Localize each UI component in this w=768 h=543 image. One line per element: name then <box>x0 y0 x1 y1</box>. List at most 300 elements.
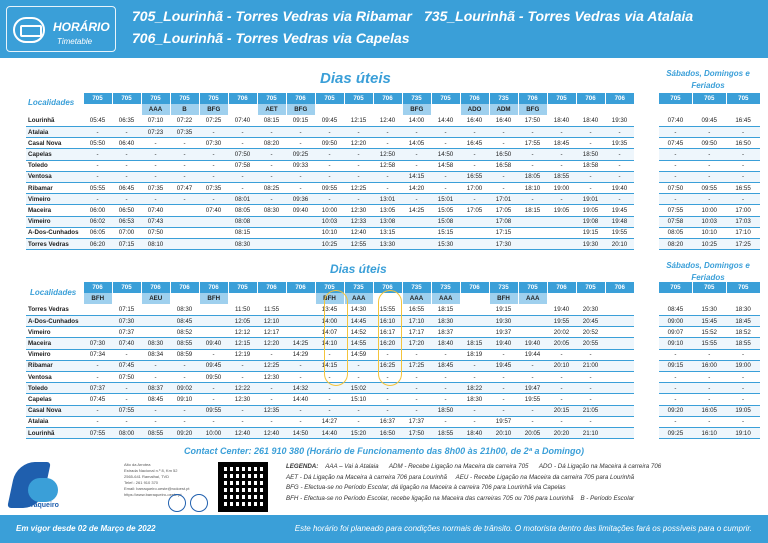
route-number: 705 <box>659 282 693 293</box>
time-cell: 08:30 <box>228 238 257 249</box>
time-cell: 16:45 <box>460 138 489 149</box>
time-cell: 09:40 <box>286 205 315 216</box>
table-row <box>26 127 634 138</box>
time-cell: - <box>726 416 760 427</box>
time-cell: - <box>315 149 344 160</box>
time-cell: - <box>141 194 170 205</box>
time-cell: 14:15 <box>402 171 431 182</box>
time-cell: 05:55 <box>83 183 112 194</box>
time-cell: 09:40 <box>199 338 228 349</box>
time-cell: 15:15 <box>431 227 460 238</box>
time-cell: 18:45 <box>726 316 760 327</box>
time-cell: - <box>692 171 726 182</box>
time-cell: 06:20 <box>83 238 112 249</box>
time-cell: 19:15 <box>489 304 518 315</box>
time-cell <box>286 238 315 249</box>
table-row <box>26 194 634 205</box>
time-cell: 16:20 <box>373 338 402 349</box>
time-cell: - <box>286 171 315 182</box>
time-cell: 07:58 <box>228 160 257 171</box>
route-number: 705 <box>315 93 344 104</box>
time-cell: 18:58 <box>576 160 605 171</box>
stop-name: Capelas <box>26 394 83 405</box>
route-number: 705 <box>315 282 344 293</box>
time-cell: - <box>141 160 170 171</box>
time-cell: 17:25 <box>402 360 431 371</box>
company-contact <box>124 462 189 498</box>
table-row <box>26 183 634 194</box>
route-number: 735 <box>489 282 518 293</box>
time-cell: - <box>228 138 257 149</box>
time-cell <box>460 227 489 238</box>
time-cell: 19:08 <box>576 216 605 227</box>
time-cell: - <box>344 127 373 138</box>
time-cell <box>286 216 315 227</box>
time-cell: 18:37 <box>431 327 460 338</box>
time-cell: - <box>489 183 518 194</box>
time-cell <box>199 304 228 315</box>
time-cell: 06:50 <box>112 205 141 216</box>
time-cell: 15:55 <box>373 304 402 315</box>
time-cell: - <box>112 416 141 427</box>
time-cell: - <box>692 394 726 405</box>
table-row <box>659 316 761 327</box>
time-cell: - <box>228 405 257 416</box>
time-cell: - <box>518 360 547 371</box>
service-code <box>315 104 344 115</box>
time-cell: - <box>431 349 460 360</box>
time-cell: - <box>373 127 402 138</box>
time-cell <box>83 316 112 327</box>
time-cell: - <box>315 405 344 416</box>
time-cell: 15:52 <box>692 327 726 338</box>
route-number: 706 <box>257 282 286 293</box>
legend-item: ADM - Recebe Ligação na Maceira da carreira 705 <box>388 463 529 470</box>
time-cell: - <box>659 149 693 160</box>
time-cell: - <box>228 360 257 371</box>
time-cell: - <box>431 171 460 182</box>
stop-name: Vimeiro <box>26 194 83 205</box>
table-row <box>659 227 761 238</box>
time-cell: 17:55 <box>518 138 547 149</box>
time-cell: - <box>344 372 373 383</box>
time-cell: - <box>112 194 141 205</box>
service-code <box>605 293 634 304</box>
time-cell: - <box>460 416 489 427</box>
time-cell: 07:45 <box>83 394 112 405</box>
time-cell <box>170 205 199 216</box>
time-cell: 16:55 <box>726 183 760 194</box>
time-cell: - <box>547 149 576 160</box>
time-cell: 12:40 <box>373 115 402 126</box>
route-number: 706 <box>83 282 112 293</box>
table-row <box>26 138 634 149</box>
time-cell: 18:55 <box>547 171 576 182</box>
time-cell <box>605 316 634 327</box>
highlight-oval-2 <box>378 290 402 386</box>
route-number: 705 <box>141 93 170 104</box>
time-cell: - <box>315 349 344 360</box>
time-cell: - <box>170 405 199 416</box>
time-cell: - <box>402 149 431 160</box>
route-number: 706 <box>373 282 402 293</box>
time-cell: 19:40 <box>547 304 576 315</box>
stop-name: Casal Nova <box>26 405 83 416</box>
contact-center: Contact Center: 261 910 380 (Horário de Funcionamento das 8h00 às 21h00, de 2ª a Domingo) <box>184 446 584 456</box>
time-cell: - <box>170 194 199 205</box>
time-cell: 08:08 <box>228 216 257 227</box>
time-cell: 19:05 <box>547 205 576 216</box>
time-cell: - <box>692 160 726 171</box>
weekdays-title-1: Dias úteis <box>320 70 391 87</box>
time-cell: 21:05 <box>576 405 605 416</box>
time-cell: 07:15 <box>112 304 141 315</box>
time-cell: 08:34 <box>141 349 170 360</box>
table-row <box>659 205 761 216</box>
time-cell: 10:10 <box>315 227 344 238</box>
time-cell: - <box>141 138 170 149</box>
time-cell: 10:25 <box>692 238 726 249</box>
time-cell: - <box>726 372 760 383</box>
time-cell: - <box>141 416 170 427</box>
table-row <box>26 205 634 216</box>
route-number: 735 <box>344 282 373 293</box>
time-cell <box>460 316 489 327</box>
time-cell <box>460 238 489 249</box>
time-cell: - <box>170 138 199 149</box>
weekend-table-outbound <box>658 93 760 250</box>
localidades-label-2: Localidades <box>30 288 77 297</box>
service-code <box>170 293 199 304</box>
time-cell: 11:55 <box>257 304 286 315</box>
time-cell: - <box>576 349 605 360</box>
time-cell: - <box>518 160 547 171</box>
route-number: 706 <box>576 93 605 104</box>
time-cell: 12:33 <box>344 216 373 227</box>
time-cell: 06:45 <box>112 183 141 194</box>
stop-name: Vimeiro <box>26 216 83 227</box>
legend-item: BFG - Efectua-se no Período Escolar, dá ligação na Maceira à carreira 706 para Lourinhã via Capelas <box>286 484 566 491</box>
stop-name: Toledo <box>26 383 83 394</box>
time-cell: 07:55 <box>659 205 693 216</box>
time-cell: 12:20 <box>257 338 286 349</box>
time-cell: 13:01 <box>373 194 402 205</box>
qr-code[interactable] <box>218 462 268 512</box>
stop-name: Capelas <box>26 149 83 160</box>
time-cell: - <box>659 383 693 394</box>
time-cell <box>605 383 634 394</box>
time-cell: 08:45 <box>141 394 170 405</box>
time-cell: 09:10 <box>170 394 199 405</box>
time-cell: - <box>402 372 431 383</box>
time-cell: - <box>402 405 431 416</box>
service-code: BFG <box>402 104 431 115</box>
time-cell: - <box>576 138 605 149</box>
time-cell: - <box>489 372 518 383</box>
time-cell: 12:30 <box>344 205 373 216</box>
time-cell: 14:52 <box>344 327 373 338</box>
table-row <box>26 405 634 416</box>
time-cell: 17:08 <box>489 216 518 227</box>
time-cell: 07:45 <box>659 138 693 149</box>
time-cell: 09:10 <box>659 338 693 349</box>
time-cell <box>286 227 315 238</box>
contact-line: Email: barraqueiro.oeste@rodoest.pt <box>124 486 190 491</box>
time-cell: 08:55 <box>170 338 199 349</box>
time-cell: 12:15 <box>228 338 257 349</box>
time-cell: 16:05 <box>692 405 726 416</box>
time-cell <box>402 238 431 249</box>
legend-title: LEGENDA: <box>286 463 319 470</box>
time-cell: - <box>344 160 373 171</box>
time-cell: 16:50 <box>489 149 518 160</box>
time-cell: 13:30 <box>373 238 402 249</box>
time-cell: 18:45 <box>547 138 576 149</box>
time-cell: 16:25 <box>373 360 402 371</box>
time-cell: 14:00 <box>402 115 431 126</box>
time-cell: 21:10 <box>576 427 605 438</box>
time-cell: - <box>431 383 460 394</box>
time-cell: 18:15 <box>460 338 489 349</box>
time-cell: - <box>576 372 605 383</box>
time-cell <box>605 360 634 371</box>
time-cell: 20:20 <box>547 427 576 438</box>
time-cell: - <box>286 405 315 416</box>
time-cell: - <box>141 149 170 160</box>
service-code: AAA <box>344 293 373 304</box>
time-cell: 07:45 <box>112 360 141 371</box>
time-cell: 19:37 <box>489 327 518 338</box>
time-cell: - <box>344 194 373 205</box>
stop-name: Atalaia <box>26 416 83 427</box>
table-row <box>659 327 761 338</box>
time-cell: 15:55 <box>692 338 726 349</box>
time-cell <box>83 327 112 338</box>
time-cell: - <box>431 372 460 383</box>
time-cell: 17:00 <box>460 183 489 194</box>
time-cell: - <box>659 194 693 205</box>
time-cell: - <box>170 149 199 160</box>
time-cell <box>199 216 228 227</box>
time-cell: 17:05 <box>460 205 489 216</box>
time-cell: - <box>83 372 112 383</box>
time-cell: 06:53 <box>112 216 141 227</box>
time-cell: - <box>605 127 634 138</box>
time-cell: - <box>141 171 170 182</box>
time-cell: 12:35 <box>257 405 286 416</box>
certification-seal-icon <box>190 494 208 512</box>
disclaimer: Este horário foi planeado para condições normais de trânsito. O motorista dentro das limitações fará os possíveis para o cumprir. <box>294 524 752 533</box>
time-cell <box>518 238 547 249</box>
time-cell <box>518 216 547 227</box>
time-cell: 07:37 <box>112 327 141 338</box>
header-bar <box>0 0 768 58</box>
time-cell: 09:07 <box>659 327 693 338</box>
time-cell: 14:40 <box>315 427 344 438</box>
route-number: 706 <box>460 282 489 293</box>
service-code: AEU <box>141 293 170 304</box>
time-cell: - <box>576 183 605 194</box>
time-cell: 07:34 <box>83 349 112 360</box>
legend-item: BFH - Efectua-se no Período Escolar, recebe ligação na Maceira das carreiras 705 ou 706 para Lourinhã <box>286 494 574 502</box>
time-cell: - <box>460 160 489 171</box>
table-row <box>659 183 761 194</box>
time-cell: - <box>547 416 576 427</box>
logo-text: barraqueiro <box>20 502 59 509</box>
time-cell: 13:08 <box>373 216 402 227</box>
table-row <box>26 227 634 238</box>
time-cell: - <box>344 149 373 160</box>
time-cell: - <box>460 405 489 416</box>
time-cell: 17:15 <box>489 227 518 238</box>
stop-name: Toledo <box>26 160 83 171</box>
time-cell: - <box>547 127 576 138</box>
table-row <box>659 216 761 227</box>
time-cell: - <box>257 127 286 138</box>
service-code <box>257 293 286 304</box>
time-cell: - <box>431 138 460 149</box>
time-cell: 16:55 <box>402 304 431 315</box>
stop-name: Torres Vedras <box>26 304 83 315</box>
time-cell: 07:40 <box>199 205 228 216</box>
time-cell: - <box>659 127 693 138</box>
time-cell: 19:55 <box>518 394 547 405</box>
route-number: 706 <box>605 93 634 104</box>
time-cell: 10:03 <box>692 216 726 227</box>
service-code: AAA <box>518 293 547 304</box>
time-cell: 12:17 <box>257 327 286 338</box>
time-cell: - <box>373 183 402 194</box>
time-cell: 07:40 <box>659 115 693 126</box>
time-cell: - <box>344 171 373 182</box>
time-cell: 19:55 <box>547 316 576 327</box>
time-cell: - <box>726 127 760 138</box>
service-code: ADM <box>489 104 518 115</box>
time-cell <box>199 327 228 338</box>
service-code <box>112 104 141 115</box>
time-cell: 06:05 <box>83 227 112 238</box>
time-cell: 09:15 <box>659 360 693 371</box>
route-number: 705 <box>228 282 257 293</box>
time-cell <box>605 304 634 315</box>
time-cell <box>605 338 634 349</box>
service-code: ADO <box>460 104 489 115</box>
table-row <box>659 383 761 394</box>
time-cell <box>286 316 315 327</box>
time-cell: 20:30 <box>576 304 605 315</box>
route-number: 705 <box>199 93 228 104</box>
stop-name: Lourinhã <box>26 115 83 126</box>
time-cell: - <box>726 394 760 405</box>
time-cell: 20:10 <box>547 360 576 371</box>
time-cell: 16:50 <box>726 138 760 149</box>
route-number: 706 <box>170 282 199 293</box>
time-cell: - <box>315 171 344 182</box>
time-cell: 07:15 <box>112 238 141 249</box>
time-cell: 16:00 <box>692 360 726 371</box>
time-cell: - <box>547 372 576 383</box>
time-cell: 18:30 <box>726 304 760 315</box>
time-cell: - <box>489 171 518 182</box>
time-cell: - <box>373 349 402 360</box>
service-code: BFG <box>518 104 547 115</box>
time-cell: 20:05 <box>518 427 547 438</box>
time-cell: 08:25 <box>257 183 286 194</box>
time-cell: 07:35 <box>141 183 170 194</box>
time-cell: 20:15 <box>547 405 576 416</box>
time-cell: 07:40 <box>141 205 170 216</box>
time-cell: - <box>373 383 402 394</box>
time-cell: 11:50 <box>228 304 257 315</box>
time-cell: - <box>373 138 402 149</box>
time-cell: 14:07 <box>315 327 344 338</box>
time-cell: - <box>257 416 286 427</box>
time-cell: 07:50 <box>659 183 693 194</box>
time-cell: 14:40 <box>286 394 315 405</box>
time-cell: 09:36 <box>286 194 315 205</box>
time-cell: 16:40 <box>460 115 489 126</box>
table-row <box>659 349 761 360</box>
time-cell: 12:25 <box>344 183 373 194</box>
route-number: 705 <box>344 93 373 104</box>
time-cell: - <box>402 349 431 360</box>
time-cell <box>605 327 634 338</box>
weekend-table-inbound <box>658 282 760 439</box>
time-cell: 14:15 <box>315 360 344 371</box>
time-cell: 06:35 <box>112 115 141 126</box>
service-code <box>344 104 373 115</box>
stop-name: Casal Nova <box>26 138 83 149</box>
time-cell <box>547 238 576 249</box>
time-cell: 19:45 <box>605 205 634 216</box>
route-number: 706 <box>199 282 228 293</box>
weekend-title-2: Sábados, Domingos e Feriados <box>666 261 750 282</box>
legend-item: B - Período Escolar <box>580 494 635 502</box>
time-cell: - <box>199 160 228 171</box>
time-cell: 20:05 <box>547 338 576 349</box>
time-cell: - <box>315 394 344 405</box>
time-cell: 07:58 <box>659 216 693 227</box>
time-cell: 14:40 <box>431 115 460 126</box>
time-cell: - <box>257 349 286 360</box>
time-cell: - <box>199 383 228 394</box>
time-cell: 09:00 <box>659 316 693 327</box>
table-row <box>659 405 761 416</box>
time-cell <box>83 304 112 315</box>
time-cell: 09:20 <box>170 427 199 438</box>
time-cell: - <box>315 383 344 394</box>
time-cell: - <box>576 127 605 138</box>
time-cell <box>605 349 634 360</box>
time-cell: - <box>286 183 315 194</box>
time-cell: 05:50 <box>83 138 112 149</box>
time-cell: 09:25 <box>659 427 693 438</box>
time-cell <box>460 304 489 315</box>
time-cell: 08:55 <box>141 427 170 438</box>
route-number: 705 <box>112 282 141 293</box>
contact-link[interactable]: https://www.barraqueiro-oeste.pt <box>124 492 182 497</box>
time-cell: - <box>199 194 228 205</box>
service-code: BFG <box>286 104 315 115</box>
time-cell: 09:45 <box>692 115 726 126</box>
time-cell: - <box>726 194 760 205</box>
stop-name: A-Dos-Cunhados <box>26 316 83 327</box>
time-cell: 14:55 <box>344 338 373 349</box>
stop-name: Maceira <box>26 338 83 349</box>
time-cell: - <box>489 138 518 149</box>
time-cell: 15:02 <box>344 383 373 394</box>
stop-name: Atalaia <box>26 127 83 138</box>
